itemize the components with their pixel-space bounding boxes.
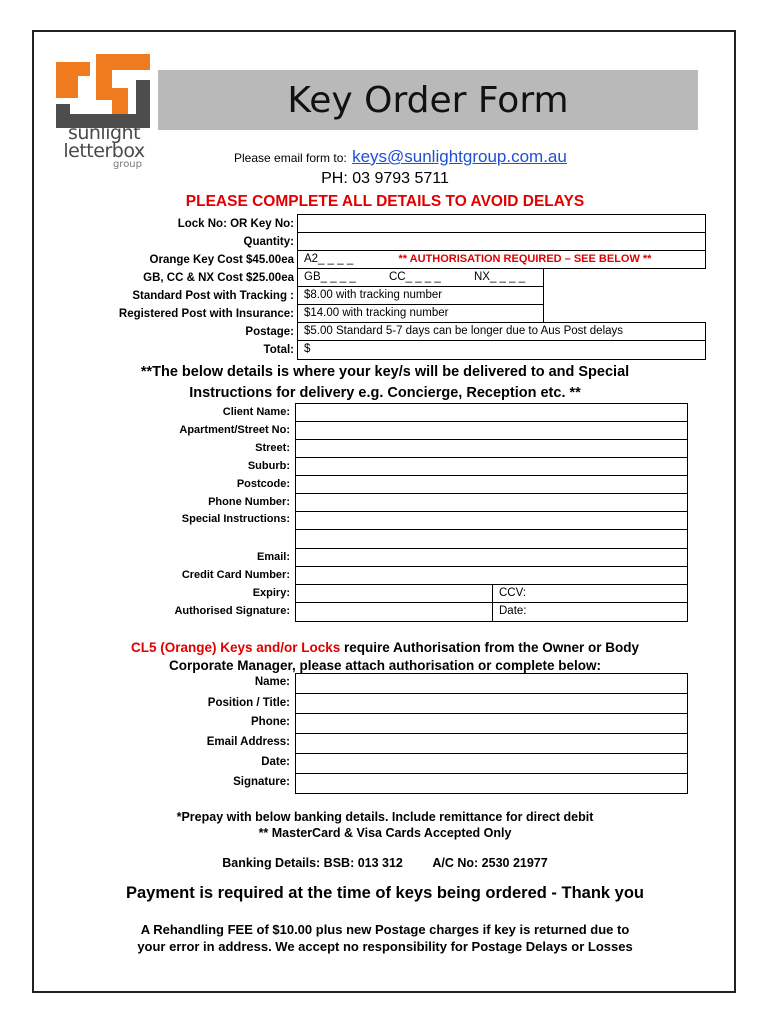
logo-line-2: letterbox [63, 140, 145, 162]
order-label-quantity: Quantity: [243, 236, 294, 248]
date-field[interactable] [492, 602, 688, 622]
order-field-registered-post[interactable]: $14.00 with tracking number [297, 304, 544, 323]
order-label-total: Total: [263, 344, 294, 356]
order-field-orange[interactable] [297, 250, 706, 269]
suburb-label: Suburb: [247, 460, 290, 472]
order-field-total[interactable]: $ [297, 340, 706, 360]
order-label-orange: Orange Key Cost $45.00ea [149, 254, 294, 266]
client-name-label: Client Name: [222, 406, 290, 418]
order-label-standard-post: Standard Post with Tracking : [132, 290, 294, 302]
email-field[interactable] [295, 548, 688, 567]
special-instructions-field-1[interactable] [295, 511, 688, 530]
warning-heading: PLEASE COMPLETE ALL DETAILS TO AVOID DELAYS [185, 193, 585, 210]
auth-phone-label: Phone: [251, 716, 290, 728]
special-instructions-field-2[interactable] [295, 529, 688, 549]
authorisation-note: ** AUTHORISATION REQUIRED – SEE BELOW ** [398, 253, 652, 265]
page-title: Key Order Form [158, 70, 698, 130]
auth-phone-field[interactable] [295, 713, 688, 734]
auth-position-label: Position / Title: [207, 697, 290, 709]
postcode-field[interactable] [295, 475, 688, 494]
delivery-heading-line-1: **The below details is where your key/s will be delivered to and Special [140, 364, 630, 380]
expiry-field[interactable] [295, 584, 493, 603]
nx-value: NX_ _ _ _ [473, 271, 526, 283]
order-field-quantity[interactable] [297, 232, 706, 251]
credit-card-label: Credit Card Number: [181, 569, 290, 581]
order-label-lock: Lock No: OR Key No: [177, 218, 294, 230]
banking-account: A/C No: 2530 21977 [432, 856, 548, 870]
auth-position-field[interactable] [295, 693, 688, 714]
prepay-note-1: *Prepay with below banking details. Include remittance for direct debit [176, 810, 594, 824]
cl5-notice-red: CL5 (Orange) Keys and/or Locks [130, 640, 341, 655]
special-instructions-label: Special Instructions: [181, 513, 290, 525]
auth-date-label: Date: [261, 756, 290, 768]
banking-bsb: Banking Details: BSB: 013 312 [222, 856, 403, 870]
logo-line-1: sunlight [67, 122, 141, 144]
logo-line-3: group [112, 159, 142, 170]
auth-email-field[interactable] [295, 733, 688, 754]
order-label-registered-post: Registered Post with Insurance: [118, 308, 294, 320]
phone-number: PH: 03 9793 5711 [321, 170, 449, 187]
auth-email-label: Email Address: [206, 736, 290, 748]
cc-value: CC_ _ _ _ [389, 271, 441, 283]
ccv-label: CCV: [499, 587, 527, 599]
cl5-notice-rest: require Authorisation from the Owner or Body [340, 640, 640, 655]
signature-label: Authorised Signature: [174, 605, 290, 617]
email-label: Email: [256, 551, 290, 563]
street-label: Street: [255, 442, 290, 454]
date-label: Date: [499, 605, 527, 617]
street-field[interactable] [295, 439, 688, 458]
order-label-gb: GB, CC & NX Cost $25.00ea [143, 272, 294, 284]
postcode-label: Postcode: [236, 478, 290, 490]
auth-date-field[interactable] [295, 753, 688, 774]
auth-signature-label: Signature: [233, 776, 290, 788]
order-field-postage[interactable]: $5.00 Standard 5-7 days can be longer due to Aus Post delays [297, 322, 706, 341]
ccv-field[interactable] [492, 584, 688, 603]
orange-key-value: A2_ _ _ _ [304, 253, 354, 265]
payment-notice: Payment is required at the time of keys being ordered - Thank you [125, 884, 645, 902]
delivery-heading-line-2: Instructions for delivery e.g. Concierge, Reception etc. ** [189, 385, 581, 401]
gb-value: GB_ _ _ _ [304, 271, 356, 283]
suburb-field[interactable] [295, 457, 688, 476]
prepay-note-2: ** MasterCard & Visa Cards Accepted Only [258, 826, 512, 840]
fee-notice-line-2: your error in address. We accept no responsibility for Postage Delays or Losses [137, 939, 633, 954]
phone-label: Phone Number: [208, 496, 290, 508]
email-line [234, 147, 567, 167]
order-field-lock[interactable] [297, 214, 706, 233]
order-field-standard-post[interactable]: $8.00 with tracking number [297, 286, 544, 305]
cl5-notice-line-2: Corporate Manager, please attach authorisation or complete below: [168, 658, 602, 673]
email-prefix: Please email form to: [234, 151, 347, 165]
banking-details [0, 855, 770, 871]
signature-field[interactable] [295, 602, 493, 622]
apartment-field[interactable] [295, 421, 688, 440]
client-name-field[interactable] [295, 403, 688, 422]
order-label-postage: Postage: [245, 326, 294, 338]
auth-name-label: Name: [254, 676, 290, 688]
logo-text [58, 124, 150, 170]
phone-field[interactable] [295, 493, 688, 512]
order-field-gb[interactable] [297, 268, 544, 287]
credit-card-field[interactable] [295, 566, 688, 585]
expiry-label: Expiry: [252, 587, 290, 599]
email-link[interactable]: keys@sunlightgroup.com.au [352, 147, 567, 166]
fee-notice-line-1: A Rehandling FEE of $10.00 plus new Postage charges if key is returned due to [140, 922, 630, 937]
cl5-notice-line-1 [0, 639, 770, 657]
auth-signature-field[interactable] [295, 773, 688, 794]
apartment-label: Apartment/Street No: [179, 424, 290, 436]
auth-name-field[interactable] [295, 673, 688, 694]
